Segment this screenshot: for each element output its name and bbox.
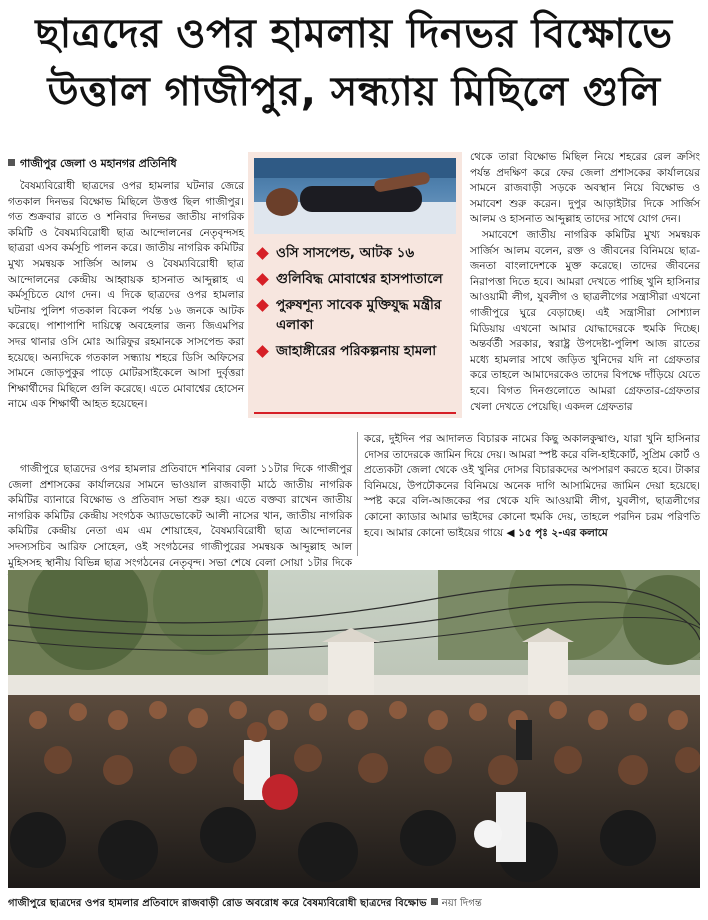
- photo-caption: গাজীপুরে ছাত্রদের ওপর হামলার প্রতিবাদে রাজবাড়ী রোড অবরোধ করে বৈষম্যবিরোধী ছাত্রদের বিক্ষোভ নয়া দিগন্ত: [8, 898, 482, 909]
- crowd-illustration: [8, 570, 700, 888]
- highlight-item: ওসি সাসপেন্ড, আটক ১৬: [254, 244, 458, 264]
- article-column-1-bottom: [8, 462, 352, 587]
- byline: [8, 155, 238, 174]
- highlight-item: গুলিবিদ্ধ মোবাশ্বের হাসপাতালে: [254, 270, 458, 290]
- article-paragraph: করে, দুইদিন পর আদালত বিচারক নামের কিছু অকালকুষ্মাণ্ড, যারা খুনি হাসিনার দোসর তাদেরকে জামিন দিয়ে দেয়। আমরা স্পষ্ট করে বলি-হাইকোর্ট, সুপ্রিম কোর্ট ও প্রত্যেকটা জেলা থেকে ওই খুনির দোসর বিচারকদের অপসারণ করতে হবে। টাকার বিনিময়ে, উপঢৌকনের বিনিময়ে অনেক দাগি আসামিদের জামিন দেয়া হয়েছে। স্পষ্ট করে বলি-আজকের পর থেকে যদি আওয়ামী লীগ, যুবলীগ, ছাত্রলীগের কোনো ক্যাডার আমার ভাইদের কোনো হুমকি দেয়, তাহলে পরদিন চরম পরিণতি হবে। আমার কোনো ভাইয়ের গায়ে ◀ ১৫ পৃঃ ২-এর কলামে: [364, 433, 700, 539]
- article-column-1: [8, 179, 244, 413]
- photo-source: নয়া দিগন্ত: [441, 898, 482, 909]
- highlights-list: [254, 244, 458, 368]
- article-paragraph: সমাবেশে জাতীয় নাগরিক কমিটির মুখ্য সমন্বয়ক সার্জিস আলম বলেন, রক্ত ও জীবনের বিনিময়ে ছাত্র-জনতা বাংলাদেশকে মুক্ত করেছে। তাদের জীবনের নিরাপত্তা দিতে হবে। আমরা দেখতে পাচ্ছি খুনি হাসিনার আওয়ামী লীগ, যুবলীগ ও ছাত্রলীগের সন্ত্রাসীরা এখনো গাজীপুরে ঘুরে বেড়াচ্ছে। এই সন্ত্রাসীরা সোশ্যাল মিডিয়ায় এখনো আমার যোদ্ধাদেরকে হুমকি দিচ্ছে। অন্তর্বর্তী সরকার, স্বরাষ্ট্র উপদেষ্টা-পুলিশ আজ রাতের মধ্যে হামলার সাথে জড়িত খুনিদের যদি না গ্রেফতার করে তাহলে আমাদেরকেও তাদের বিপক্ষে দাঁড়িয়ে যেতে হবে। বিগত দিনগুলোতে আমরা গ্রেফতার-গ্রেফতার খেলা দেখতে পেয়েছি। একদল গ্রেফতার: [470, 228, 700, 413]
- article-column-2-bottom: [364, 432, 700, 541]
- article-column-2: [470, 150, 700, 415]
- continuation-marker: ◀ ১৫ পৃঃ ২-এর কলামে: [506, 526, 608, 539]
- diamond-bullet-icon: [256, 273, 269, 286]
- headline-line-1: ছাত্রদের ওপর হামলায় দিনভর বিক্ষোভে: [35, 11, 673, 57]
- article-paragraph: বৈষম্যবিরোধী ছাত্রদের ওপর হামলার ঘটনার জেরে গতকাল দিনভর বিক্ষোভ মিছিলে উত্তপ্ত ছিল গাজীপুর। গত শুক্রবার রাতে ও শনিবার দিনভর জাতীয় নাগরিক কমিটি ও বৈষম্যবিরোধী ছাত্র আন্দোলনের নেতৃবৃন্দসহ ছাত্ররা এসব কর্মসূচি পালন করে। জাতীয় নাগরিক কমিটির মুখ্য সমন্বয়ক সার্জিস আলম ও বৈষম্যবিরোধী ছাত্র আন্দোলনের কেন্দ্রীয় আহ্বায়ক হাসনাত আব্দুল্লাহ এ কর্মসূচিতে যোগ দেন। এ দিকে ছাত্রদের ওপর হামলার ঘটনায় পুলিশ গতকাল বিকেল পর্যন্ত ১৬ জনকে আটক করেছে। পাশাপাশি দায়িত্বে অবহেলার জন্য জিএমপির সদর থানার ওসি মোঃ আরিফুর রহমানকে সাসপেন্ড করা হয়েছে। অন্যদিকে গতকাল সন্ধ্যায় শহরে ডিসি অফিসের সামনে জোড়পুকুর পাড়ে মোটরসাইকেলে আসা দুর্বৃত্তরা শিক্ষার্থীদের মিছিলে গুলি করেছে। এতে মোবাশ্বের হোসেন নামে এক শিক্ষার্থী আহত হয়েছেন।: [8, 180, 244, 411]
- injured-student-photo: [254, 158, 456, 234]
- highlight-item: পুরুষশূন্য সাবেক মুক্তিযুদ্ধ মন্ত্রীর এলাকা: [254, 296, 458, 336]
- byline-text: গাজীপুর জেলা ও মহানগর প্রতিনিধি: [20, 157, 177, 170]
- column-divider: [357, 432, 358, 556]
- article-paragraph: থেকে তারা বিক্ষোভ মিছিল নিয়ে শহরের রেল ক্রসিং পর্যন্ত প্রদক্ষিণ করে ফের জেলা প্রশাসকের কার্যালয়ের সামনে রাজবাড়ী সড়কে অবস্থান নিয়ে বিক্ষোভ ও সমাবেশ শুরু করেন। দুপুর আড়াইটার দিকে সার্জিস আলম ও হাসনাত আব্দুল্লাহ তাদের সাথে যোগ দেন।: [470, 151, 700, 226]
- square-bullet-icon: [431, 898, 438, 905]
- diamond-bullet-icon: [256, 299, 269, 312]
- box-divider: [254, 412, 456, 414]
- headline-line-2: উত্তাল গাজীপুর, সন্ধ্যায় মিছিলে গুলি: [47, 69, 661, 115]
- highlights-box: [248, 152, 462, 418]
- square-bullet-icon: [8, 159, 15, 166]
- highlight-item: জাহাঙ্গীরের পরিকল্পনায় হামলা: [254, 342, 458, 362]
- article-paragraph: গাজীপুরে ছাত্রদের ওপর হামলার প্রতিবাদে শনিবার বেলা ১১টার দিকে গাজীপুর জেলা প্রশাসকের কার্যালয়ের সামনে ভাওয়াল রাজবাড়ী মাঠে জাতীয় নাগরিক কমিটির ব্যানারে বিক্ষোভ ও প্রতিবাদ সভা শুরু হয়। এতে বক্তব্য রাখেন জাতীয় নাগরিক কমিটির কেন্দ্রীয় সংগঠক অ্যাডভোকেট আলী নাসের খান, জাতীয় নাগরিক কমিটির কেন্দ্রীয় নেতা এম এম শোয়াহেব, বৈষম্যবিরোধী ছাত্র আন্দোলনের সদস্যসচিব আরিফ সোহেল, ওই সংগঠনের গাজীপুরের সমন্বয়ক আব্দুল্লাহ আল মুহিসসহ স্থানীয় বিভিন্ন ছাত্র সংগঠনের নেতৃবৃন্দ। সভা শেষে বেলা সোয়া ১টার দিকে: [8, 463, 352, 569]
- diamond-bullet-icon: [256, 345, 269, 358]
- diamond-bullet-icon: [256, 247, 269, 260]
- protest-crowd-photo: [8, 570, 700, 888]
